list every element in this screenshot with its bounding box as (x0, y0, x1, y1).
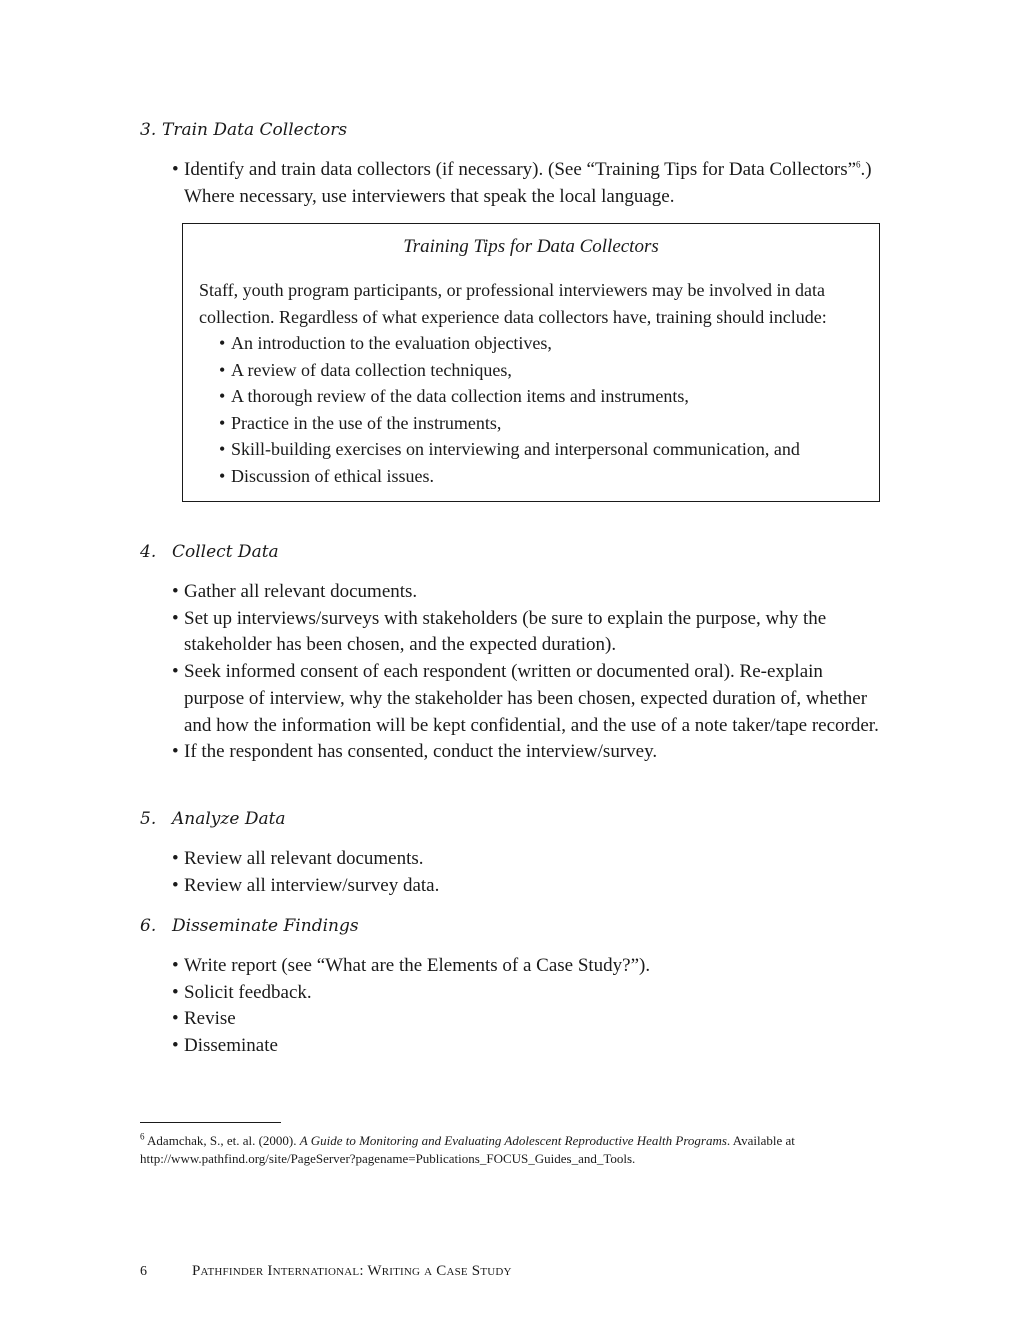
list-item: • Solicit feedback. (172, 980, 882, 1007)
analyze-bullet-list (172, 846, 882, 899)
list-item: • Skill-building exercises on interviewing and interpersonal communication, and (219, 436, 869, 463)
section-title: Collect Data (172, 542, 279, 562)
bullet-text: .) Where necessary, use interviewers that speak the local language. (184, 159, 872, 207)
section-number: 6. (140, 916, 157, 936)
list-item: • Write report (see “What are the Elements of a Case Study?”). (172, 953, 882, 980)
footnote (140, 1132, 900, 1168)
section-heading-train (140, 120, 347, 140)
collect-bullet-list (172, 579, 882, 766)
list-item: • Review all interview/survey data. (172, 873, 882, 900)
section-heading-analyze (140, 809, 286, 829)
list-item: • A thorough review of the data collection items and instruments, (219, 383, 869, 410)
footnote-title: A Guide to Monitoring and Evaluating Adolescent Reproductive Health Programs (299, 1133, 727, 1148)
list-item: • A review of data collection techniques, (219, 357, 869, 384)
footnote-available: . Available at (726, 1133, 795, 1148)
train-bullet-list (172, 157, 882, 210)
list-item: • Gather all relevant documents. (172, 579, 882, 606)
footnote-authors: Adamchak, S., et. al. (2000). (147, 1133, 297, 1148)
section-title: Analyze Data (172, 809, 286, 829)
tips-box-intro: Staff, youth program participants, or professional interviewers may be involved in data collection. Regardless of what experience data collectors have, training should include: (199, 280, 827, 327)
list-item: • Review all relevant documents. (172, 846, 882, 873)
running-title: Pathfinder International: Writing a Case Study (192, 1263, 512, 1279)
tips-box-title: Training Tips for Data Collectors (403, 236, 659, 257)
list-item: • Practice in the use of the instruments, (219, 410, 869, 437)
list-item: • Set up interviews/surveys with stakeholders (be sure to explain the purpose, why the stakeholder has been chosen, and the expected duration). (172, 606, 882, 659)
footnote-divider (140, 1122, 281, 1123)
section-heading-disseminate (140, 916, 359, 936)
list-item: • An introduction to the evaluation objectives, (219, 330, 869, 357)
disseminate-bullet-list (172, 953, 882, 1060)
tips-list (219, 330, 869, 489)
footnote-ref: 6 (856, 159, 861, 170)
section-number: 5. (140, 809, 157, 829)
list-item: • Discussion of ethical issues. (219, 463, 869, 490)
list-item (172, 157, 882, 210)
footnote-marker: 6 (140, 1131, 145, 1142)
section-number: 3. (140, 120, 157, 140)
list-item: • Revise (172, 1006, 882, 1033)
page-footer (140, 1263, 512, 1280)
list-item: • Disseminate (172, 1033, 882, 1060)
section-heading-collect (140, 542, 279, 562)
page-number: 6 (140, 1264, 147, 1279)
section-title: Train Data Collectors (162, 120, 348, 140)
footnote-url: http://www.pathfind.org/site/PageServer?pagename=Publications_FOCUS_Guides_and_Tools. (140, 1151, 636, 1166)
section-number: 4. (140, 542, 157, 562)
training-tips-box (182, 223, 880, 502)
list-item: • Seek informed consent of each respondent (written or documented oral). Re-explain purpose of interview, why the stakeholder has been chosen, expected duration of, whether and how the information will be kept confidential, and the use of a note taker/tape recorder. (172, 659, 882, 739)
bullet-text: Identify and train data collectors (if necessary). (See “Training Tips for Data Collectors” (184, 159, 857, 180)
section-title: Disseminate Findings (172, 916, 359, 936)
list-item: • If the respondent has consented, conduct the interview/survey. (172, 739, 882, 766)
